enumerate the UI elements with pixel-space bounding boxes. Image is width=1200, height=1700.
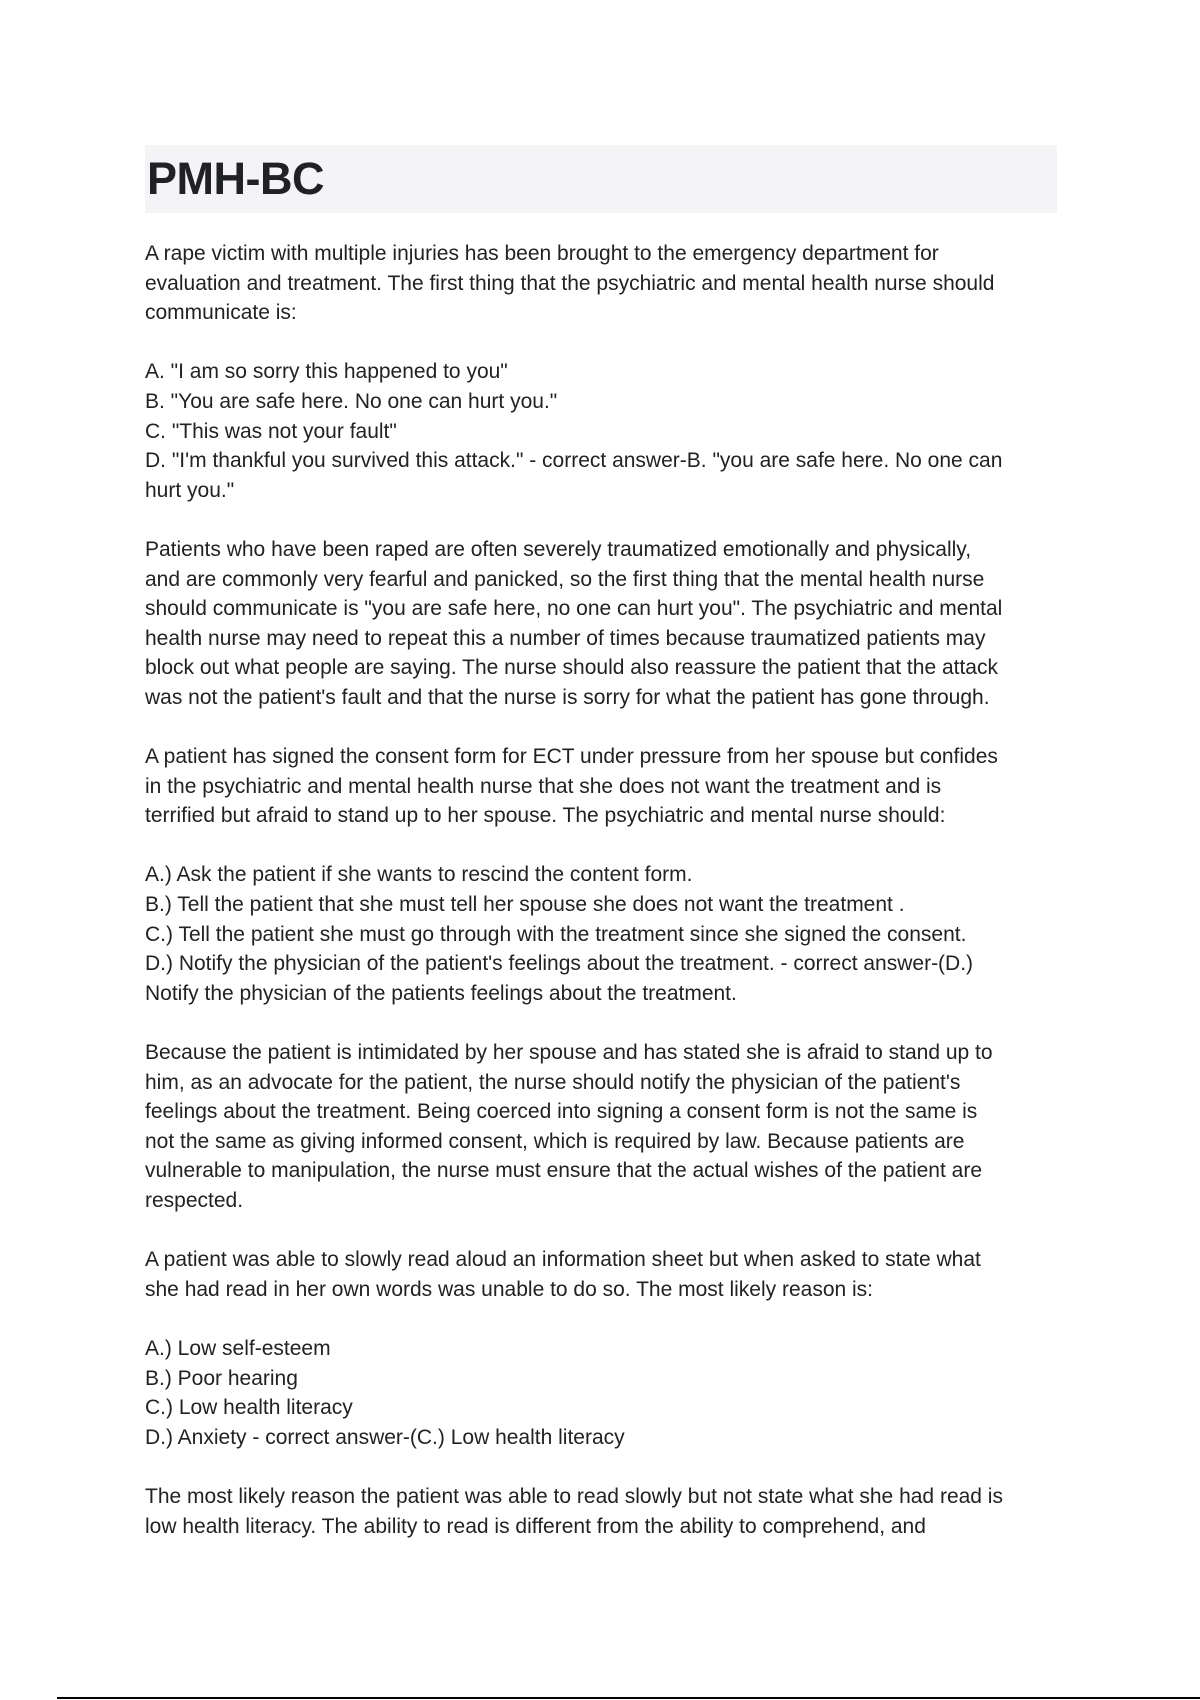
text-line: she had read in her own words was unable to do so. The most likely reason is: xyxy=(145,1277,874,1301)
question-1-options xyxy=(145,357,1065,505)
footer-divider xyxy=(57,1697,1200,1699)
option-line: C.) Tell the patient she must go through with the treatment since she signed the consent. xyxy=(145,922,967,946)
question-1-stem xyxy=(145,239,1065,328)
text-line: evaluation and treatment. The first thing that the psychiatric and mental health nurse should xyxy=(145,271,995,295)
text-line: A rape victim with multiple injuries has been brought to the emergency department for xyxy=(145,242,939,265)
option-line: D.) Notify the physician of the patient's feelings about the treatment. - correct answer-(D.) xyxy=(145,952,974,976)
text-line: respected. xyxy=(145,1189,244,1212)
text-line: Because the patient is intimidated by her spouse and has stated she is afraid to stand up to xyxy=(145,1041,993,1065)
text-line: was not the patient's fault and that the nurse is sorry for what the patient has gone through. xyxy=(145,685,990,709)
text-line: in the psychiatric and mental health nurse that she does not want the treatment and is xyxy=(145,774,942,798)
option-line: D. "I'm thankful you survived this attack." - correct answer-B. "you are safe here. No one can xyxy=(145,449,1003,473)
title-banner xyxy=(145,145,1057,213)
option-line: Notify the physician of the patients feelings about the treatment. xyxy=(145,981,737,1005)
option-line: B.) Tell the patient that she must tell her spouse she does not want the treatment . xyxy=(145,893,905,917)
option-line: A.) Ask the patient if she wants to rescind the content form. xyxy=(145,863,693,887)
option-line: C. "This was not your fault" xyxy=(145,419,397,443)
text-line: Patients who have been raped are often severely traumatized emotionally and physically, xyxy=(145,537,972,561)
text-line: vulnerable to manipulation, the nurse must ensure that the actual wishes of the patient are xyxy=(145,1159,983,1183)
text-line: not the same as giving informed consent, which is required by law. Because patients are xyxy=(145,1129,965,1153)
question-2-rationale xyxy=(145,1038,1065,1216)
question-3-options xyxy=(145,1334,1065,1452)
option-line: C.) Low health literacy xyxy=(145,1396,353,1420)
text-line: feelings about the treatment. Being coerced into signing a consent form is not the same is xyxy=(145,1100,978,1124)
text-line: block out what people are saying. The nurse should also reassure the patient that the attack xyxy=(145,656,998,680)
text-line: should communicate is "you are safe here, no one can hurt you". The psychiatric and mental xyxy=(145,597,1003,621)
question-2-stem xyxy=(145,742,1065,831)
option-line: hurt you." xyxy=(145,478,235,502)
question-2-options xyxy=(145,860,1065,1008)
option-line: A. "I am so sorry this happened to you" xyxy=(145,360,508,384)
document-body xyxy=(145,239,1065,1571)
page-title: PMH-BC xyxy=(147,153,324,204)
text-line: and are commonly very fearful and panicked, so the first thing that the mental health nurse xyxy=(145,567,985,591)
option-line: B.) Poor hearing xyxy=(145,1366,298,1390)
text-line: A patient has signed the consent form for ECT under pressure from her spouse but confides xyxy=(145,745,998,769)
question-1-rationale xyxy=(145,535,1065,713)
text-line: A patient was able to slowly read aloud an information sheet but when asked to state what xyxy=(145,1248,981,1272)
option-line: D.) Anxiety - correct answer-(C.) Low health literacy xyxy=(145,1425,625,1449)
text-line: him, as an advocate for the patient, the nurse should notify the physician of the patient's xyxy=(145,1070,961,1094)
option-line: A.) Low self-esteem xyxy=(145,1336,331,1360)
question-3-stem xyxy=(145,1245,1065,1304)
text-line: The most likely reason the patient was able to read slowly but not state what she had read is xyxy=(145,1484,1003,1508)
text-line: health nurse may need to repeat this a number of times because traumatized patients may xyxy=(145,626,986,650)
option-line: B. "You are safe here. No one can hurt you." xyxy=(145,389,558,413)
text-line: communicate is: xyxy=(145,301,297,325)
text-line: low health literacy. The ability to read is different from the ability to comprehend, and xyxy=(145,1514,926,1538)
text-line: terrified but afraid to stand up to her spouse. The psychiatric and mental nurse should: xyxy=(145,804,946,828)
question-3-rationale xyxy=(145,1482,1065,1541)
